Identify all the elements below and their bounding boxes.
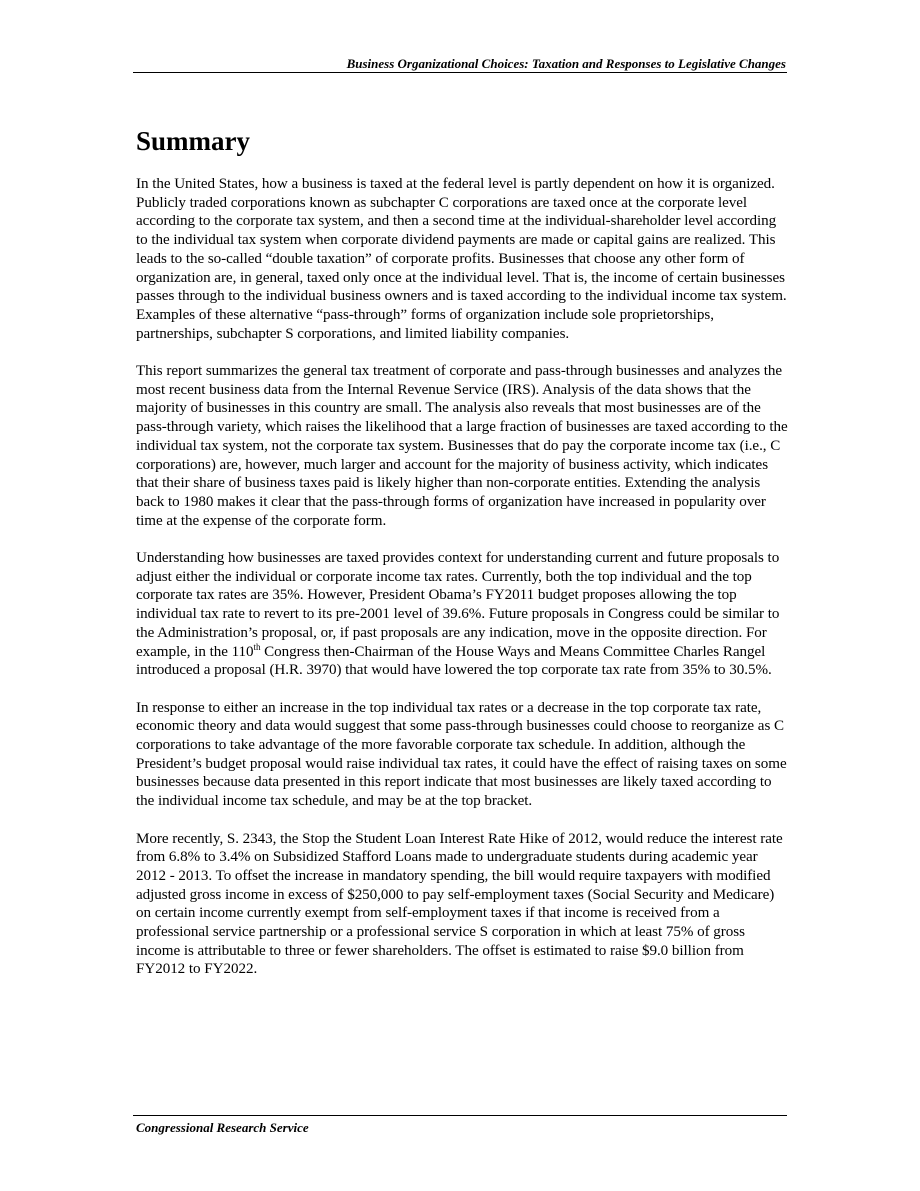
paragraph-4: In response to either an increase in the top individual tax rates or a decrease in the top corporate tax rate, economic theory and data would suggest that some pass-through businesses could choose to reorganize as C corporations to take advantage of the more favorable corporate tax schedule. In addition, although the President’s budget proposal would raise individual tax rates, it could have the effect of raising taxes on some businesses because data presented in this report indicate that most businesses are likely taxed according to the individual income tax schedule, and may be at the top bracket. xyxy=(136,699,787,810)
paragraph-1: In the United States, how a business is taxed at the federal level is partly dependent on how it is organized. Publicly traded corporations known as subchapter C corporations are taxed once at the corporate level according to the corporate tax system, and then a second time at the individual-shareholder level according to the individual tax system when corporate dividend payments are made or capital gains are realized. This leads to the so-called “double taxation” of corporate profits. Businesses that choose any other form of organization are, in general, taxed only once at the individual level. That is, the income of certain businesses passes through to the individual business owners and is taxed according to the individual income tax system. Examples of these alternative “pass-through” forms of organization include sole proprietorships, partnerships, subchapter S corporations, and limited liability companies. xyxy=(136,176,787,342)
summary-body xyxy=(136,175,788,998)
paragraph-2: This report summarizes the general tax treatment of corporate and pass-through businesses and analyzes the most recent business data from the Internal Revenue Service (IRS). Analysis of the data shows that the majority of businesses in this country are small. The analysis also reveals that most businesses are of the pass-through variety, which raises the likelihood that a large fraction of businesses are taxed according to the individual tax system, not the corporate tax system. Businesses that do pay the corporate income tax (i.e., C corporations) are, however, much larger and account for the majority of business activity, which indicates that their share of business taxes paid is likely higher than non-corporate entities. Extending the analysis back to 1980 makes it clear that the pass-through forms of organization have increased in popularity over time at the expense of the corporate form. xyxy=(136,363,788,529)
footer-rule xyxy=(133,1115,787,1116)
running-header: Business Organizational Choices: Taxation and Responses to Legislative Changes xyxy=(346,56,786,71)
page-title: Summary xyxy=(136,126,250,156)
paragraph-3-text-start: Understanding how businesses are taxed provides context for understanding current and future proposals to adjust either the individual or corporate income tax rates. Currently, both the top individual and the top corporate tax rates are 35%. However, President Obama’s FY2011 budget proposes allowing the top individual tax rate to revert to its pre-2001 level of 39.6%. Future proposals in Congress could be similar to the Administration’s proposal, or, if past proposals are any indication, move in the opposite direction. For example, in the 110 xyxy=(136,550,780,660)
ordinal-suffix: th xyxy=(253,641,261,652)
paragraph-5: More recently, S. 2343, the Stop the Student Loan Interest Rate Hike of 2012, would reduce the interest rate from 6.8% to 3.4% on Subsidized Stafford Loans made to undergraduate students during academic year 2012 - 2013. To offset the increase in mandatory spending, the bill would require taxpayers with modified adjusted gross income in excess of $250,000 to pay self-employment taxes (Social Security and Medicare) on certain income currently exempt from self-employment taxes if that income is received from a professional service partnership or a professional service S corporation in which at least 75% of gross income is attributable to three or fewer shareholders. The offset is estimated to raise $9.0 billion from FY2012 to FY2022. xyxy=(136,830,783,978)
paragraph-3-text-end: Congress then-Chairman of the House Ways and Means Committee Charles Rangel introduced a proposal (H.R. 3970) that would have lowered the top corporate tax rate from 35% to 30.5%. xyxy=(136,643,772,679)
running-footer: Congressional Research Service xyxy=(136,1120,309,1135)
paragraph-3 xyxy=(136,549,788,680)
header-rule xyxy=(133,72,787,73)
